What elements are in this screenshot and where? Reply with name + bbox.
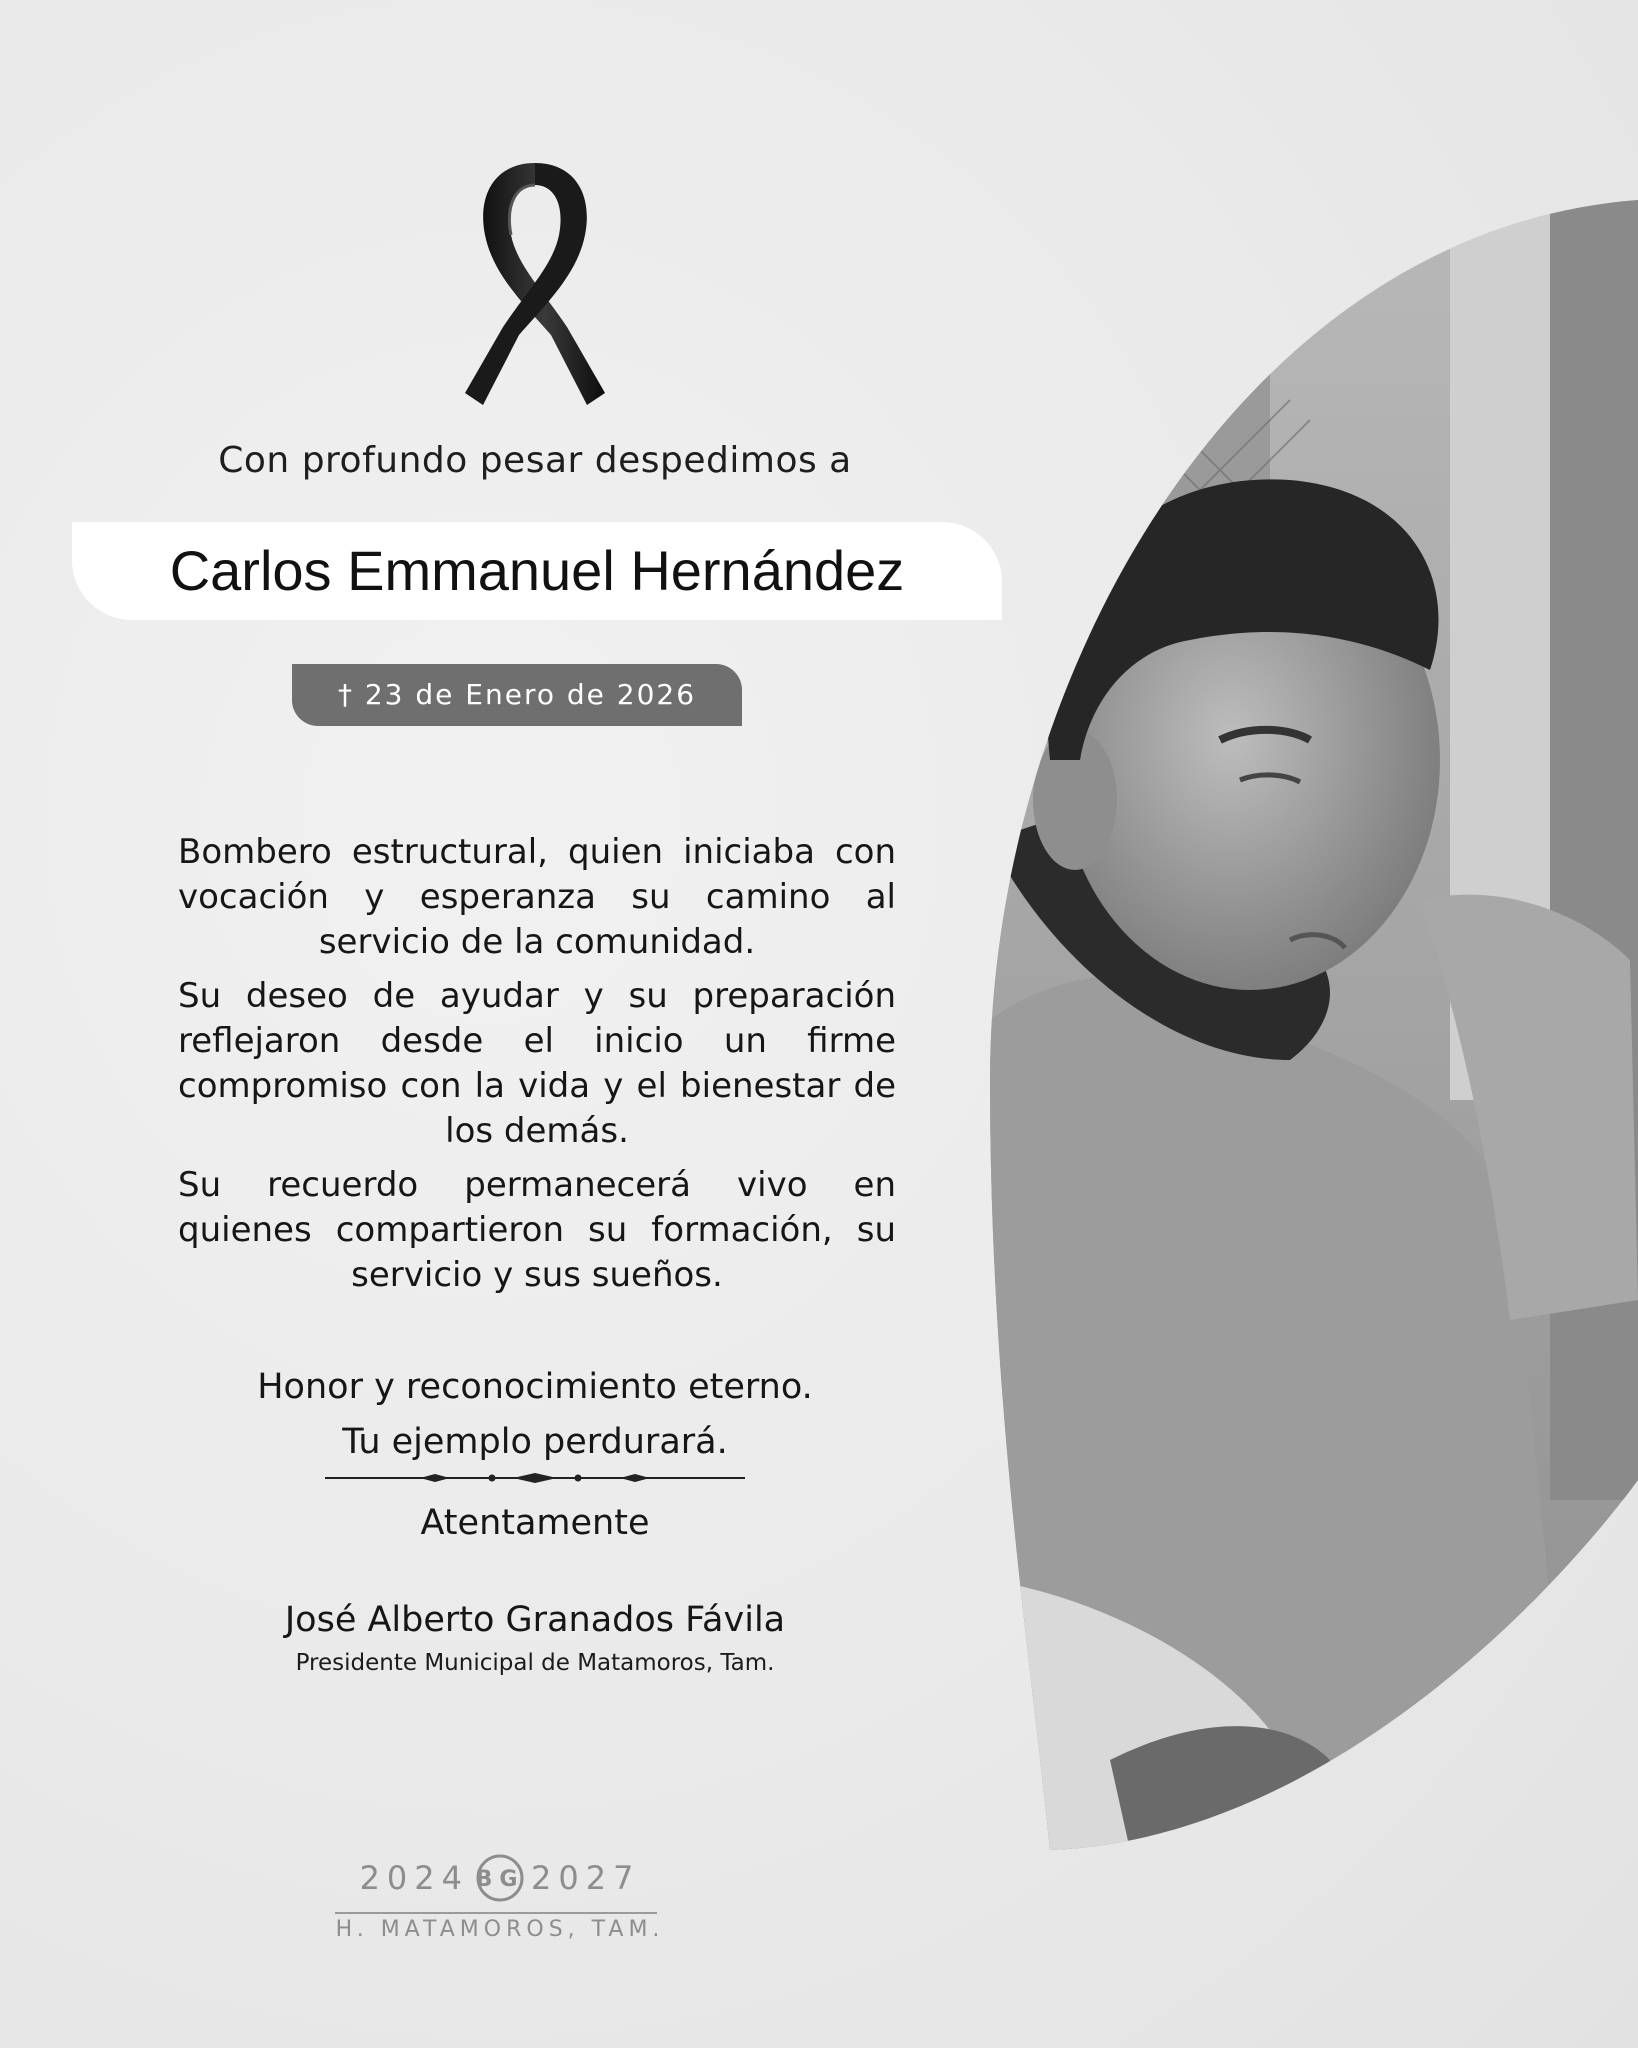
closing-line: Honor y reconocimiento eterno. [257,1367,813,1407]
bg-logo-icon [475,1853,525,1903]
ornamental-divider [325,1470,745,1486]
year-end: 2027 [531,1859,641,1897]
mourning-ribbon-icon [455,155,615,415]
footer-years [330,1853,670,1903]
signer-title: Presidente Municipal de Matamoros, Tam. [295,1650,775,1676]
tribute-paragraph: Su recuerdo permanecerá vivo en quienes compartieron su formación, su servicio y sus sueños. [178,1165,896,1295]
intro-text: Con profundo pesar despedimos a [218,440,852,481]
portrait-photo [990,200,1638,1850]
closing-line: Tu ejemplo perdurará. [342,1422,728,1462]
date-badge: † 23 de Enero de 2026 [292,664,742,726]
footer-city: H. MATAMOROS, TAM. [335,1917,665,1942]
footer-divider [335,1912,657,1914]
tribute-text [178,830,896,1307]
closing-text [130,1360,940,1470]
sign-off: Atentamente [420,1503,650,1543]
deceased-name: Carlos Emmanuel Hernández [169,539,905,602]
signer-name: José Alberto Granados Fávila [284,1600,786,1640]
tribute-paragraph: Bombero estructural, quien iniciaba con vocación y esperanza su camino al servicio de la comunidad. [178,832,896,962]
year-start: 2024 [359,1859,469,1897]
logo-text: BG [475,1867,525,1892]
tribute-paragraph: Su deseo de ayudar y su preparación reflejaron desde el inicio un firme compromiso con la vida y el bienestar de los demás. [178,976,896,1151]
